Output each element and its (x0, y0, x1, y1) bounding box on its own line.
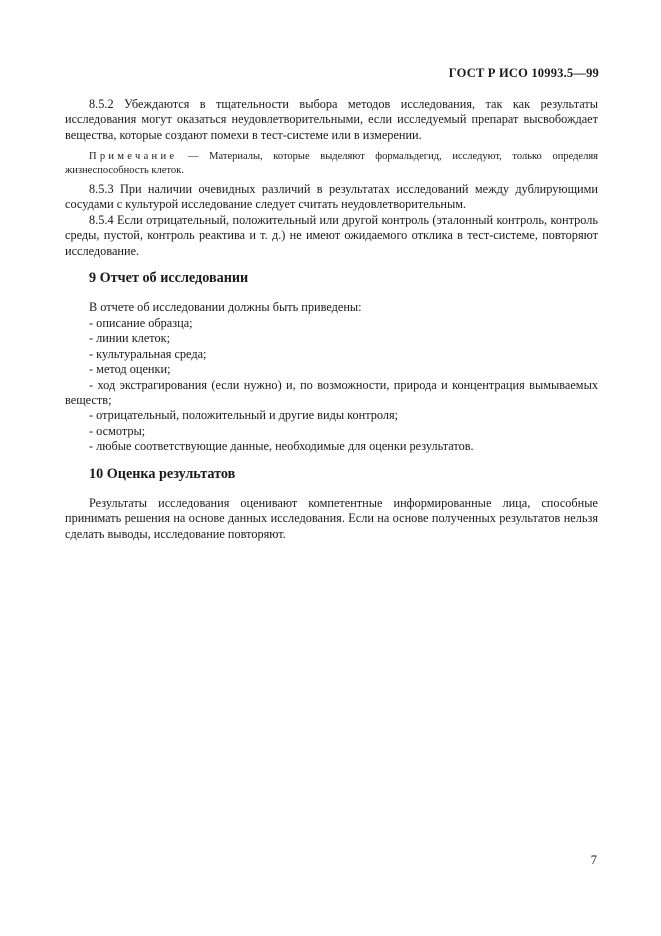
list-item: - осмотры; (89, 423, 146, 438)
standard-code-header: ГОСТ Р ИСО 10993.5—99 (448, 66, 599, 80)
list-item: - культуральная среда; (89, 346, 207, 361)
list-item: - любые соответствующие данные, необходимые для оценки результатов. (89, 439, 474, 454)
document-body (65, 97, 598, 542)
report-contents-list (65, 316, 598, 455)
paragraph-8-5-3: 8.5.3 При наличии очевидных различий в результатах исследований между дублирующими сосудами с культурой исследование следует считать неудовлетворительным. (65, 182, 598, 212)
page-number: 7 (590, 853, 597, 867)
paragraph-8-5-2: 8.5.2 Убеждаются в тщательности выбора методов исследования, так как результаты исследования могут оказаться неудовлетворительными, если исследуемый препарат высвобождает вещества, которые создают помехи в тест-системе или в измерении. (65, 97, 598, 142)
section-9-intro: В отчете об исследовании должны быть приведены: (89, 300, 362, 315)
note-label: Примечание (89, 151, 178, 163)
section-10-heading: 10 Оценка результатов (89, 465, 236, 482)
list-item: - описание образца; (89, 315, 193, 330)
list-item: - линии клеток; (89, 331, 171, 346)
list-item: - отрицательный, положительный и другие виды контроля; (89, 408, 399, 423)
section-10-text: Результаты исследования оценивают компетентные информированные лица, способные принимать решения на основе данных исследования. Если на основе полученных результатов нельзя сделать выводы, исследование повторяют. (65, 495, 598, 541)
section-9-heading: 9 Отчет об исследовании (89, 270, 249, 287)
list-item: - метод оценки; (89, 362, 171, 377)
note (65, 150, 598, 177)
paragraph-8-5-4: 8.5.4 Если отрицательный, положительный или другой контроль (эталонный контроль, контроль среды, пустой, контроль реактива и т. д.) не имеют ожидаемого отклика в тест-системе, повторяют исследование. (65, 212, 598, 258)
list-item: - ход экстрагирования (если нужно) и, по возможности, природа и концентрация вымываемых веществ; (65, 377, 598, 407)
note-text: — Материалы, которые выделяют формальдегид, исследуют, только определяя жизнеспособность клеток. (65, 151, 598, 176)
